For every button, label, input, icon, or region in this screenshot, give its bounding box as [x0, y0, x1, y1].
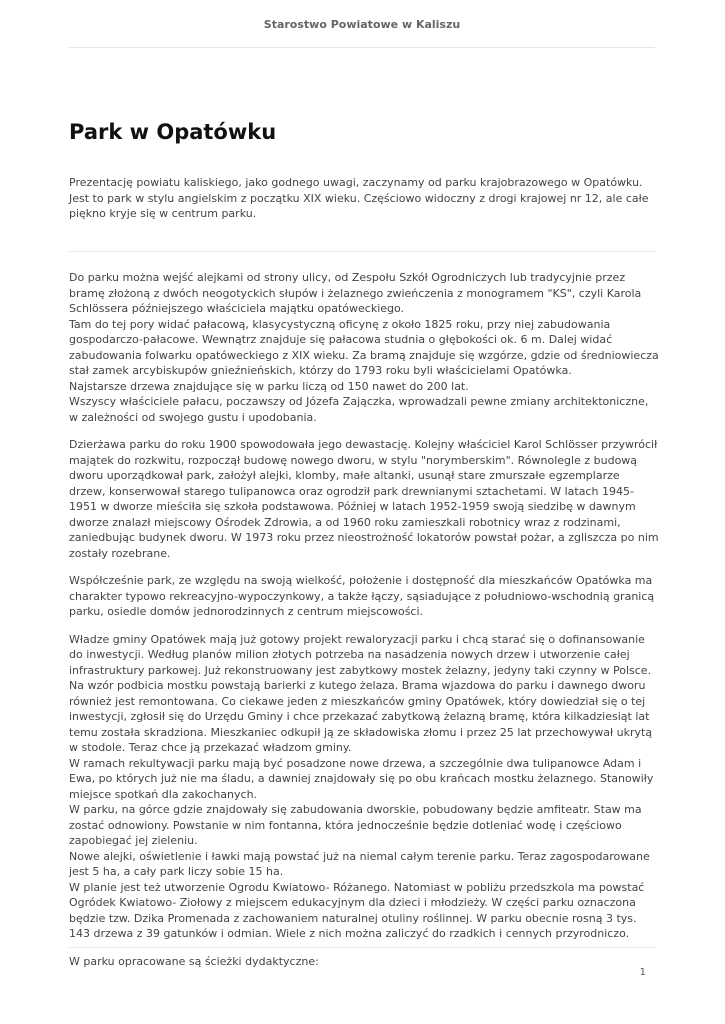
article-body [69, 270, 659, 981]
intro-divider [69, 251, 655, 252]
paragraph-line: Dzierżawa parku do roku 1900 spowodowała jego dewastację. Kolejny właściciel Karol Schlösser przywrócił majątek do rozkwitu, rozpoczął budowę nowego dworu, w stylu "norymberskim". Równolegle z budową dworu uporządkował park, założył alejki, klomby, małe altanki, usunął stare zmurszałe egzemplarze drzew, konserwował starego tulipanowca oraz ogrodził park drewnianymi sztachetami. W latach 1945-1951 w dworze mieściła się szkoła podstawowa. Później w latach 1952-1959 swoją siedzibę w dawnym dworze znalazł miejscowy Ośrodek Zdrowia, a od 1960 roku zamieszkali robotnicy wraz z rodzinami, zaniedbując budynek dworu. W 1973 roku przez nieostrożność lokatorów powstał pożar, a zgliszcza po nim zostały rozebrane. [69, 438, 659, 560]
paragraph-line: W parku opracowane są ścieżki dydaktyczne: [69, 954, 319, 968]
paragraph-line: W ramach rekultywacji parku mają być posadzone nowe drzewa, a szczególnie dwa tulipanowce Adam i Ewa, po których już nie ma śladu, a dawniej znajdowały się po obu krańcach mostku żelaznego. Stanowiły miejsce spotkań dla zakochanych. [69, 756, 654, 801]
page-number: 1 [639, 967, 646, 978]
body-paragraph [69, 954, 659, 970]
page-title: Park w Opatówku [69, 120, 277, 144]
footer-divider [69, 947, 655, 948]
paragraph-line: Tam do tej pory widać pałacową, klasycystyczną oficynę z około 1825 roku, przy niej zabudowania gospodarczo-pałacowe. Wewnątrz znajduje się pałacowa studnia o głębokości ok. 6 m. Dalej widać zabudowania folwarku opatóweckiego z XIX wieku. Za bramą znajduje się wzgórze, gdzie od średniowiecza stał zamek arcybiskupów gnieźnieńskich, którzy do 1793 roku byli właścicielami Opatówka. [69, 317, 659, 377]
paragraph-line: W parku, na górce gdzie znajdowały się zabudowania dworskie, pobudowany będzie amfiteatr. Staw ma zostać odnowiony. Powstanie w nim fontanna, która jednocześnie będzie dotleniać wodę i częściowo zapobiegać jej zieleniu. [69, 803, 642, 847]
document-header: Starostwo Powiatowe w Kaliszu [263, 18, 461, 31]
intro-paragraph: Prezentację powiatu kaliskiego, jako godnego uwagi, zaczynamy od parku krajobrazowego w Opatówku. Jest to park w stylu angielskim z początku XIX wieku. Częściowo widoczny z drogi krajowej nr 12, ale całe piękno kryje się w centrum parku. [69, 176, 649, 220]
paragraph-line: Władze gminy Opatówek mają już gotowy projekt rewaloryzacji parku i chcą starać się o dofinansowanie do inwestycji. Według planów milion złotych potrzeba na nasadzenia nowych drzew i utworzenie całej infrastruktury parkowej. Już rekonstruowany jest zabytkowy mostek żelazny, jedyny taki czynny w Polsce. Na wzór podbicia mostku powstają barierki z kutego żelaza. Brama wjazdowa do parku i dawnego dworu również jest remontowana. Co ciekawe jeden z mieszkańców gminy Opatówek, który dowiedział się o tej inwestycji, zgłosił się do Urzędu Gminy i chce przekazać zabytkową żelazną bramę, która kilkadziesiąt lat temu została skradziona. Mieszkaniec odkupił ją ze składowiska złomu i przez 25 lat przechowywał ukrytą w stodole. Teraz chce ją przekazać władzom gminy. [69, 632, 653, 754]
paragraph-line: W planie jest też utworzenie Ogrodu Kwiatowo- Różanego. Natomiast w pobliżu przedszkola ma powstać Ogródek Kwiatowo- Ziołowy z miejscem edukacyjnym dla dzieci i młodzieży. W części parku oznaczona będzie tzw. Dzika Promenada z zachowaniem naturalnej otuliny roślinnej. W parku obecnie rosną 3 tys. 143 drzewa z 39 gatunków i odmian. Wiele z nich można zaliczyć do rzadkich i cennych przyrodniczo. [69, 880, 645, 940]
paragraph-line: Najstarsze drzewa znajdujące się w parku liczą od 150 nawet do 200 lat. [69, 379, 469, 393]
body-paragraph [69, 632, 659, 942]
body-paragraph [69, 437, 659, 561]
paragraph-line: Nowe alejki, oświetlenie i ławki mają powstać już na niemal całym terenie parku. Teraz zagospodarowane jest 5 ha, a cały park liczy sobie 15 ha. [69, 849, 650, 878]
body-paragraph [69, 573, 659, 620]
paragraph-line: Do parku można wejść alejkami od strony ulicy, od Zespołu Szkół Ogrodniczych lub tradycyjnie przez bramę złożoną z dwóch neogotyckich słupów i żelaznego zwieńczenia z monogramem "KS", czyli Karola Schlössera późniejszego właściciela majątku opatóweckiego. [69, 271, 642, 315]
paragraph-line: Współcześnie park, ze względu na swoją wielkość, położenie i dostępność dla mieszkańców Opatówka ma charakter typowo rekreacyjno-wypoczynkowy, a także łączy, sąsiadujące z południowo-wschodnią granicą parku, osiedle domów jednorodzinnych z centrum miejscowości. [69, 574, 655, 618]
paragraph-line: Wszyscy właściciele pałacu, poczawszy od Józefa Zajączka, wprowadzali pewne zmiany architektoniczne, w zależności od swojego gustu i upodobania. [69, 395, 649, 424]
header-divider [69, 47, 655, 48]
body-paragraph [69, 270, 659, 425]
